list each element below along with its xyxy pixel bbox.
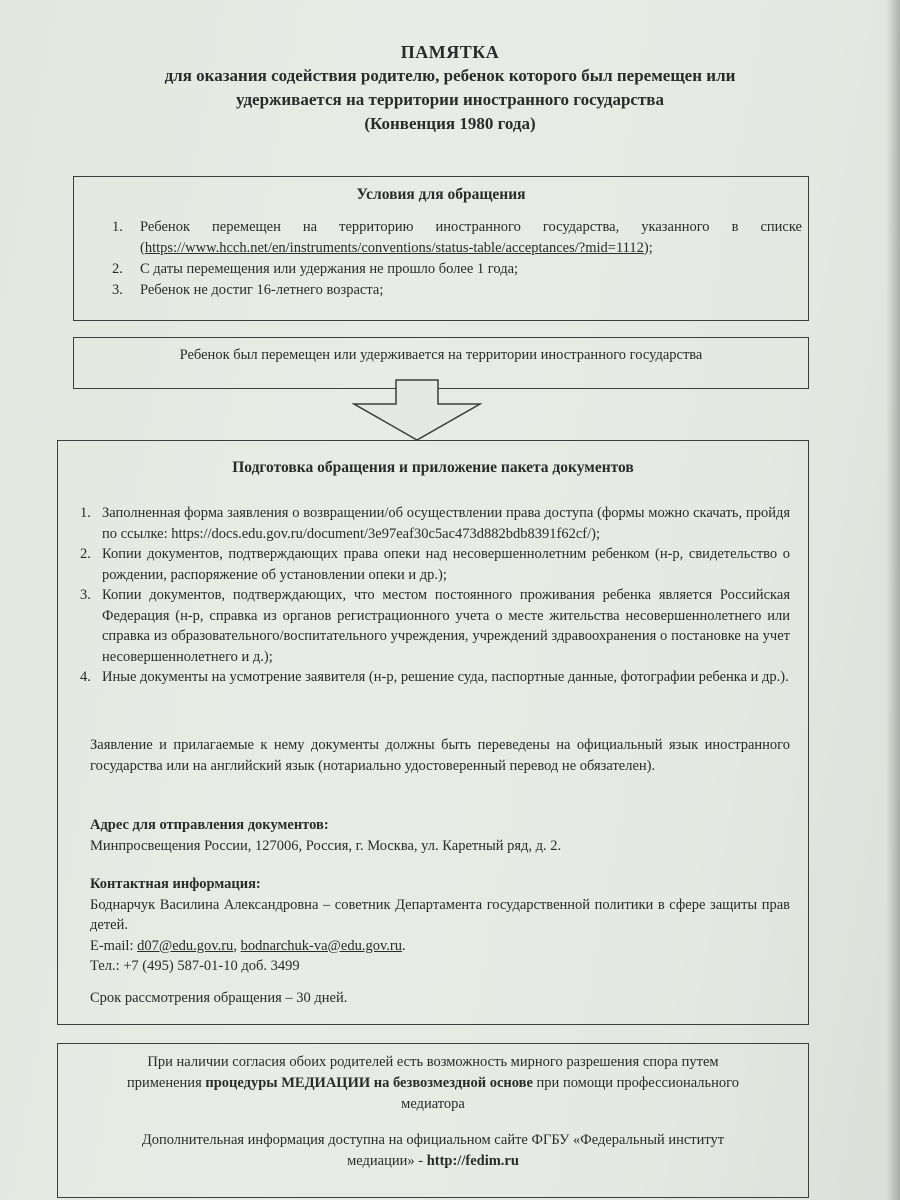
item-number: 4. <box>80 669 91 685</box>
document-text: Заполненная форма заявления о возвращении/об осуществлении права доступа (формы можно скачать, пройдя по ссылке: https://docs.edu.gov.ru/document/3e97eaf30c5ac473d882bdb8391f62cf/); <box>102 505 790 542</box>
document-title: ПАМЯТКА <box>400 42 500 62</box>
document-text: Копии документов, подтверждающих права опеки над несовершеннолетним ребенком (н-р, свидетельство о рождении, распоряжение об установлении опеки и др.); <box>102 546 790 583</box>
subtitle-line-3: (Конвенция 1980 года) <box>364 114 536 133</box>
hcch-link[interactable]: https://www.hcch.net/en/instruments/conventions/status-table/acceptances/?mid=1112 <box>144 240 644 256</box>
item-number: 2. <box>112 261 123 277</box>
condition-text: Ребенок не достиг 16-летнего возраста; <box>140 282 384 298</box>
subtitle-line-1: для оказания содействия родителю, ребенок которого был перемещен или <box>164 66 736 85</box>
document-text: Иные документы на усмотрение заявителя (н-р, решение суда, паспортные данные, фотографии ребенка и др.). <box>102 669 789 685</box>
list-item <box>80 503 790 544</box>
contact-block <box>90 874 790 977</box>
paren-open: ( <box>140 240 145 256</box>
info-line-1: Дополнительная информация доступна на официальном сайте ФГБУ «Федеральный институт <box>141 1132 725 1148</box>
document-header <box>0 40 900 136</box>
item-number: 2. <box>80 546 91 562</box>
address-block <box>90 815 790 856</box>
review-term: Срок рассмотрения обращения – 30 дней. <box>90 990 348 1006</box>
phone-text: Тел.: +7 (495) 587-01-10 доб. 3499 <box>90 958 300 974</box>
list-item <box>112 259 802 280</box>
documents-list <box>80 503 790 688</box>
info-text: медиации» - <box>347 1153 427 1169</box>
mediation-line-3: медиатора <box>401 1096 465 1112</box>
mediation-emphasis: процедуры МЕДИАЦИИ на безвозмездной основе <box>205 1075 533 1091</box>
list-item <box>112 280 802 301</box>
item-number: 1. <box>80 505 91 521</box>
email-separator: , <box>233 937 241 954</box>
contact-label: Контактная информация: <box>90 876 261 892</box>
address-label: Адрес для отправления документов: <box>90 817 329 833</box>
list-item <box>112 217 802 259</box>
mediation-text-c: при помощи профессионального <box>532 1075 740 1091</box>
item-number: 1. <box>112 219 123 235</box>
info-line-2 <box>58 1151 808 1172</box>
email-prefix: E-mail: <box>90 937 138 954</box>
preparation-title: Подготовка обращения и приложение пакета документов <box>232 459 634 476</box>
conditions-title: Условия для обращения <box>356 186 526 203</box>
subtitle-line-2: удерживается на территории иностранного государства <box>236 90 664 109</box>
step-text: Ребенок был перемещен или удерживается на территории иностранного государства <box>179 347 703 363</box>
contact-person: Боднарчук Василина Александровна – советник Департамента государственной политики в сфере защиты прав детей. <box>90 896 790 933</box>
document-text: Копии документов, подтверждающих, что местом постоянного проживания ребенка является Российская Федерация (н-р, справка из органов регистрационного учета о месте жительства несовершеннолетнего или справка из образовательного/воспитательного учреждения, учреждений здравоохранения о постановке на учет несовершеннолетнего и д.); <box>102 587 790 665</box>
conditions-box <box>73 176 809 321</box>
condition-text: Ребенок перемещен на территорию иностранного государства, указанного в списке <box>140 219 802 235</box>
item-number: 3. <box>80 587 91 603</box>
email-end: . <box>401 937 406 954</box>
down-arrow-icon <box>352 378 482 442</box>
preparation-box <box>57 440 809 1025</box>
fedim-link[interactable]: http://fedim.ru <box>426 1153 519 1169</box>
mediation-text-a: применения <box>126 1075 206 1091</box>
mediation-line-2 <box>58 1073 808 1094</box>
mediation-line-1: При наличии согласия обоих родителей есть возможность мирного разрешения спора путем <box>147 1054 719 1070</box>
translation-note: Заявление и прилагаемые к нему документы должны быть переведены на официальный язык иностранного государства или на английский язык (нотариально удостоверенный перевод не обязателен). <box>90 737 790 774</box>
mediation-box <box>57 1043 809 1198</box>
email-link-1[interactable]: d07@edu.gov.ru <box>137 937 234 954</box>
list-item <box>80 667 790 688</box>
item-number: 3. <box>112 282 123 298</box>
address-text: Минпросвещения России, 127006, Россия, г. Москва, ул. Каретный ряд, д. 2. <box>90 837 562 854</box>
list-item <box>80 544 790 585</box>
conditions-list <box>112 217 802 301</box>
page-edge-shadow <box>886 0 900 1200</box>
paren-close: ); <box>643 240 653 256</box>
email-link-2[interactable]: bodnarchuk-va@edu.gov.ru <box>240 937 402 954</box>
condition-text: С даты перемещения или удержания не прошло более 1 года; <box>140 261 519 277</box>
list-item <box>80 585 790 667</box>
